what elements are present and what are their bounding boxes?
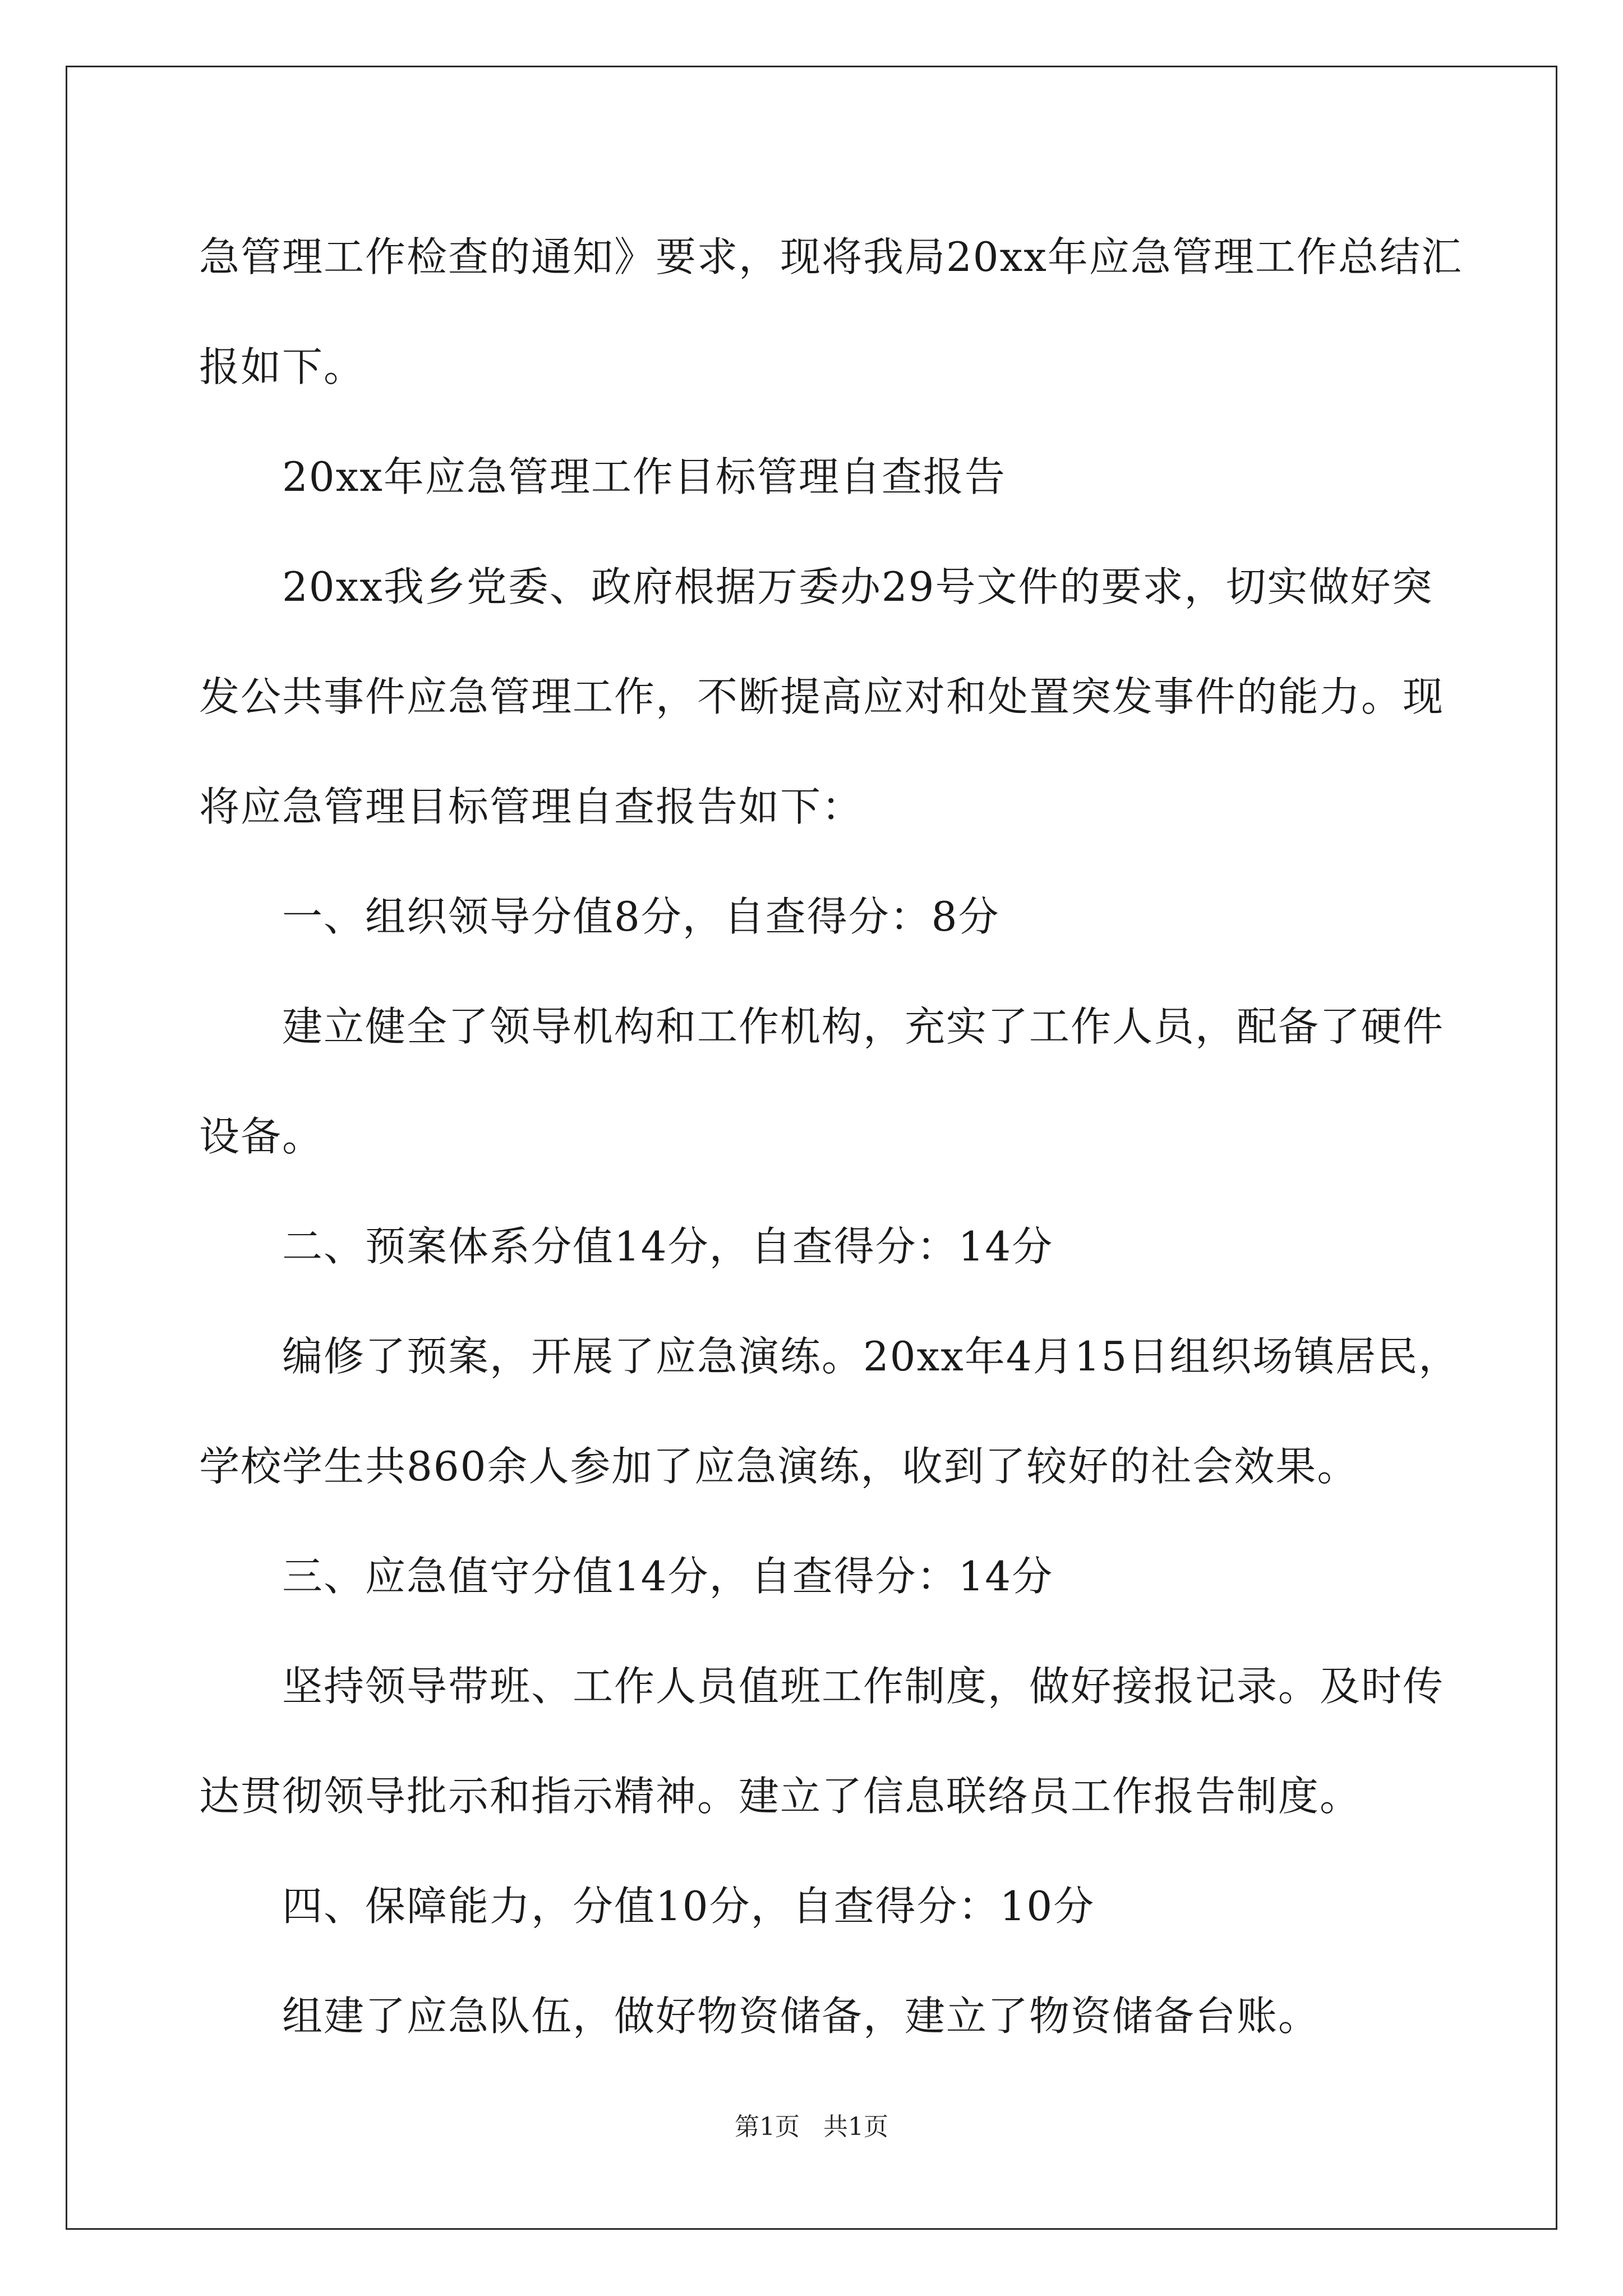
paragraph-line: 报如下。: [199, 343, 366, 390]
section-title: 20xx年应急管理工作目标管理自查报告: [282, 453, 1006, 500]
page-number-label: 第1页 共1页: [735, 2113, 888, 2141]
paragraph-line: 建立健全了领导机构和工作机构，充实了工作人员，配备了硬件: [282, 1003, 1445, 1050]
document-body: [199, 202, 1463, 2071]
section-heading: 三、应急值守分值14分，自查得分：14分: [282, 1553, 1054, 1600]
paragraph-line: 达贯彻领导批示和指示精神。建立了信息联络员工作报告制度。: [199, 1773, 1362, 1820]
section-heading: 一、组织领导分值8分，自查得分：8分: [282, 893, 1000, 940]
paragraph-line: 20xx我乡党委、政府根据万委办29号文件的要求，切实做好突: [282, 563, 1433, 610]
section-heading: 四、保障能力，分值10分，自查得分：10分: [282, 1883, 1095, 1930]
paragraph-line: 学校学生共860余人参加了应急演练，收到了较好的社会效果。: [199, 1443, 1359, 1490]
paragraph-line: 急管理工作检查的通知》要求，现将我局20xx年应急管理工作总结汇: [199, 233, 1463, 280]
paragraph-line: 设备。: [199, 1113, 324, 1160]
paragraph-line: 将应急管理目标管理自查报告如下：: [199, 783, 864, 830]
section-heading: 二、预案体系分值14分，自查得分：14分: [282, 1223, 1054, 1270]
page-footer: [0, 2110, 1623, 2144]
paragraph-line: 组建了应急队伍，做好物资储备，建立了物资储备台账。: [282, 1993, 1320, 2040]
paragraph-line: 发公共事件应急管理工作，不断提高应对和处置突发事件的能力。现: [199, 673, 1445, 720]
paragraph-line: 编修了预案，开展了应急演练。20xx年4月15日组织场镇居民，: [282, 1333, 1460, 1380]
paragraph-line: 坚持领导带班、工作人员值班工作制度，做好接报记录。及时传: [282, 1663, 1445, 1710]
